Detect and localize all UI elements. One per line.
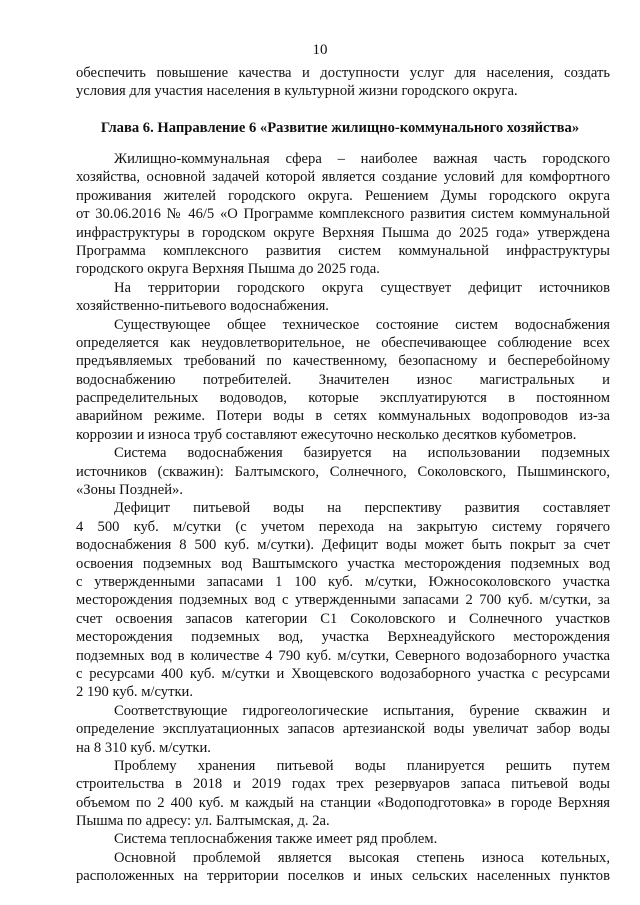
- text-line: Пышма по адресу: ул. Балтымская, д. 2а.: [76, 813, 330, 830]
- text-line: Жилищно-коммунальная сфера – наиболее важная часть городского: [114, 151, 610, 167]
- text-line: определение эксплуатационных запасов артезианской воды увеличат забор воды: [76, 721, 610, 738]
- text-line: с ресурсами 400 куб. м/сутки и Хвощевского водозаборного участка с ресурсами: [76, 665, 610, 682]
- text-line: объемом по 2 400 куб. м каждый на станции «Водоподготовка» в городе Верхняя: [76, 794, 610, 811]
- text-line: с утвержденными запасами 1 100 куб. м/сутки, Южносоколовского участка: [76, 573, 610, 590]
- text-line: инфраструктуры в городском округе Верхняя Пышма до 2025 года» утверждена: [76, 224, 610, 241]
- text-line: Основной проблемой является высокая степень износа котельных,: [114, 849, 610, 866]
- text-line: 2 190 куб. м/сутки.: [76, 684, 193, 701]
- text-line: городского округа Верхняя Пышма до 2025 года.: [76, 261, 380, 278]
- text-line: счет освоения запасов категории С1 Соколовского и Солнечного участков: [76, 610, 610, 627]
- text-line: Проблему хранения питьевой воды планируется решить путем: [114, 757, 610, 774]
- text-line: распределительных водоводов, которые эксплуатируются в постоянном: [76, 390, 610, 407]
- text-line: условия для участия населения в культурной жизни городского округа.: [76, 83, 518, 100]
- text-line: освоения подземных вод Ваштымского участка месторождения подземных вод: [76, 555, 610, 572]
- page-number: 10: [312, 42, 328, 58]
- text-line: строительства в 2018 и 2019 годах трех резервуаров запаса питьевой воды: [76, 776, 610, 793]
- text-line: Программа комплексного развития систем коммунальной инфраструктуры: [76, 242, 610, 259]
- text-line: проживания жителей городского округа. Решением Думы городского округа: [76, 187, 610, 204]
- text-line: предъявляемых требований по качественному, безопасному и бесперебойному: [76, 353, 610, 370]
- text-line: хозяйственно-питьевого водоснабжения.: [76, 298, 329, 315]
- text-line: Система теплоснабжения также имеет ряд проблем.: [114, 831, 438, 848]
- text-line: месторождения подземных вод, участка Верхнеадуйского месторождения: [76, 629, 610, 646]
- text-line: подземных вод в количестве 4 790 куб. м/сутки, Северного водозаборного участка: [76, 647, 610, 664]
- intro-text: [76, 64, 610, 101]
- text-line: обеспечить повышение качества и доступности услуг для населения, создать: [76, 65, 610, 81]
- text-line: аварийном режиме. Потери воды в сетях коммунальных водопроводов из-за: [76, 408, 610, 425]
- text-line: от 30.06.2016 № 46/5 «О Программе комплексного развития систем коммунальной: [76, 206, 610, 223]
- text-line: на 8 310 куб. м/сутки.: [76, 739, 211, 756]
- text-line: «Зоны Поздней».: [76, 482, 183, 499]
- text-line: коррозии и износа труб составляют ежесуточно несколько десятков кубометров.: [76, 426, 577, 443]
- body-text: [76, 150, 610, 886]
- chapter-heading: Глава 6. Направление 6 «Развитие жилищно-коммунального хозяйства»: [100, 120, 580, 136]
- text-line: 4 500 куб. м/сутки (с учетом перехода на закрытую систему горячего: [76, 518, 610, 535]
- text-line: Дефицит питьевой воды на перспективу развития составляет: [114, 500, 610, 517]
- text-line: Существующее общее техническое состояние систем водоснабжения: [114, 316, 610, 333]
- text-line: хозяйства, основной задачей которой является создание условий для комфортного: [76, 169, 610, 186]
- text-line: водоснабжения 8 500 куб. м/сутки). Дефицит воды может быть покрыт за счет: [76, 537, 610, 554]
- text-line: На территории городского округа существует дефицит источников: [114, 279, 610, 296]
- text-line: Система водоснабжения базируется на использовании подземных: [114, 445, 610, 462]
- text-line: источников (скважин): Балтымского, Солнечного, Соколовского, Пышминского,: [76, 463, 610, 480]
- text-line: определяется как неудовлетворительное, не обеспечивающее соблюдение всех: [76, 334, 610, 351]
- text-line: Соответствующие гидрогеологические испытания, бурение скважин и: [114, 702, 610, 719]
- text-line: месторождения подземных вод с утвержденными запасами 2 700 куб. м/сутки, за: [76, 592, 610, 609]
- text-line: расположенных на территории поселков и иных сельских населенных пунктов: [76, 868, 610, 885]
- text-line: водоснабжению потребителей. Значителен износ магистральных и: [76, 371, 610, 388]
